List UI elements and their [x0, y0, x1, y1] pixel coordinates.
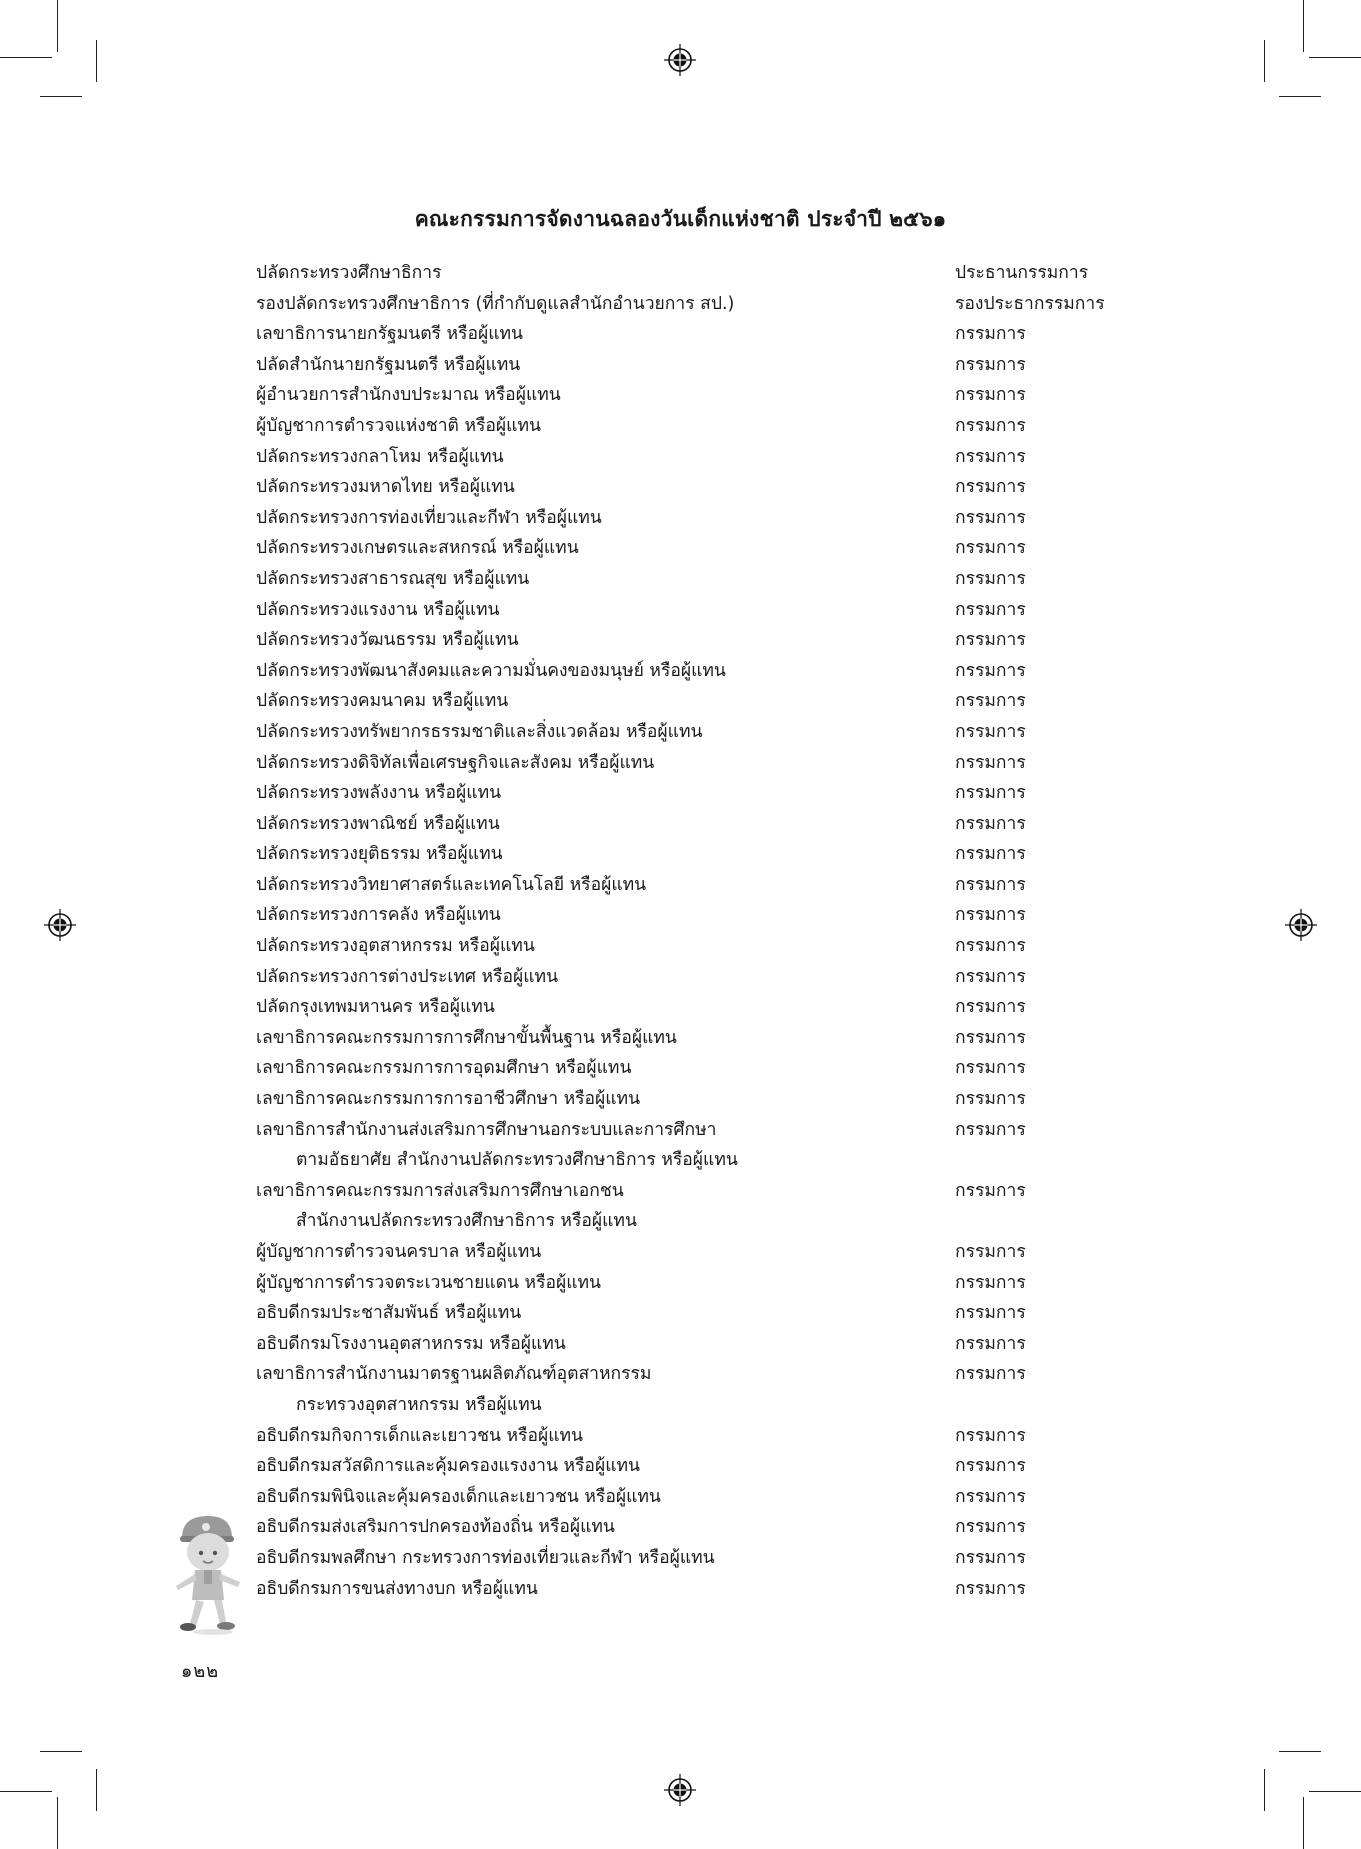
registration-mark-icon: [664, 44, 696, 76]
list-item: [256, 258, 1256, 289]
list-item: [256, 1237, 1256, 1268]
member-name: ปลัดกระทรวงทรัพยากรธรรมชาติและสิ่งแวดล้อม หรือผู้แทน: [256, 721, 703, 742]
member-role: กรรมการ: [955, 1547, 1026, 1568]
member-name: ปลัดกระทรวงศึกษาธิการ: [256, 263, 442, 283]
member-name: ปลัดกระทรวงอุตสาหกรรม หรือผู้แทน: [256, 936, 535, 957]
list-item: [256, 931, 1256, 962]
member-role: กรรมการ: [955, 660, 1026, 681]
list-item: [256, 656, 1256, 687]
member-name: รองปลัดกระทรวงศึกษาธิการ (ที่กำกับดูแลสำนักอำนวยการ สป.): [256, 293, 735, 314]
member-role: กรรมการ: [955, 1272, 1026, 1293]
member-role: กรรมการ: [955, 721, 1026, 742]
list-item: [256, 839, 1256, 870]
crop-mark: [96, 40, 97, 82]
member-role: กรรมการ: [955, 1517, 1026, 1538]
list-item: [256, 289, 1256, 320]
member-name: ปลัดกระทรวงการท่องเที่ยวและกีฬา หรือผู้แทน: [256, 507, 602, 528]
list-item: [256, 503, 1256, 534]
member-role: กรรมการ: [955, 1364, 1026, 1385]
member-name: เลขาธิการคณะกรรมการการอุดมศึกษา หรือผู้แทน: [256, 1058, 632, 1079]
member-role: กรรมการ: [955, 1119, 1026, 1140]
list-item: [256, 380, 1256, 411]
member-name: เลขาธิการสำนักงานส่งเสริมการศึกษานอกระบบและการศึกษา: [256, 1119, 717, 1140]
crop-mark: [57, 0, 58, 52]
list-item: [256, 1206, 1256, 1237]
member-name: กระทรวงอุตสาหกรรม หรือผู้แทน: [296, 1394, 542, 1415]
list-item: [256, 1145, 1256, 1176]
member-role: กรรมการ: [955, 1425, 1026, 1446]
member-role: กรรมการ: [955, 538, 1026, 559]
registration-mark-icon: [1285, 909, 1317, 941]
page-number: ๑๒๒: [181, 1661, 220, 1682]
list-item: [256, 1298, 1256, 1329]
crop-mark: [1279, 1751, 1321, 1752]
member-name: ปลัดกระทรวงพลังงาน หรือผู้แทน: [256, 783, 502, 804]
crop-mark: [0, 1791, 52, 1792]
member-role: กรรมการ: [955, 691, 1026, 712]
member-role: กรรมการ: [955, 1578, 1026, 1599]
list-item: [256, 962, 1256, 993]
member-role: กรรมการ: [955, 415, 1026, 436]
member-name: ปลัดกระทรวงการคลัง หรือผู้แทน: [256, 905, 501, 926]
member-role: รองประธากรรมการ: [955, 293, 1105, 314]
member-name: ผู้บัญชาการตำรวจนครบาล หรือผู้แทน: [256, 1242, 542, 1262]
member-role: กรรมการ: [955, 997, 1026, 1018]
member-role: กรรมการ: [955, 1486, 1026, 1507]
list-item: [256, 900, 1256, 931]
member-name: ตามอัธยาศัย สำนักงานปลัดกระทรวงศึกษาธิการ หรือผู้แทน: [296, 1150, 738, 1171]
member-name: สำนักงานปลัดกระทรวงศึกษาธิการ หรือผู้แทน: [296, 1211, 637, 1232]
list-item: [256, 1176, 1256, 1207]
member-role: กรรมการ: [955, 783, 1026, 804]
member-name: อธิบดีกรมส่งเสริมการปกครองท้องถิ่น หรือผู้แทน: [256, 1517, 615, 1538]
member-role: กรรมการ: [955, 599, 1026, 620]
member-name: อธิบดีกรมสวัสดิการและคุ้มครองแรงงาน หรือผู้แทน: [256, 1456, 640, 1477]
list-item: [256, 1543, 1256, 1574]
registration-mark-icon: [664, 1774, 696, 1806]
member-role: กรรมการ: [955, 507, 1026, 528]
member-role: กรรมการ: [955, 446, 1026, 467]
list-item: [256, 809, 1256, 840]
member-role: กรรมการ: [955, 568, 1026, 589]
list-item: [256, 870, 1256, 901]
member-name: ปลัดกระทรวงการต่างประเทศ หรือผู้แทน: [256, 966, 559, 987]
child-mascot-icon: [168, 1508, 250, 1638]
crop-mark: [1303, 0, 1304, 52]
crop-mark: [96, 1769, 97, 1811]
list-item: [256, 564, 1256, 595]
list-item: [256, 778, 1256, 809]
member-role: กรรมการ: [955, 752, 1026, 773]
member-role: กรรมการ: [955, 966, 1026, 987]
page-title: คณะกรรมการจัดงานฉลองวันเด็กแห่งชาติ ประจำปี ๒๕๖๑: [414, 207, 947, 231]
member-name: ปลัดกระทรวงคมนาคม หรือผู้แทน: [256, 691, 509, 712]
member-role: กรรมการ: [955, 1058, 1026, 1079]
member-name: ปลัดกระทรวงพาณิชย์ หรือผู้แทน: [256, 813, 500, 834]
list-item: [256, 1512, 1256, 1543]
member-name: เลขาธิการคณะกรรมการการศึกษาขั้นพื้นฐาน หรือผู้แทน: [256, 1027, 677, 1048]
list-item: [256, 1421, 1256, 1452]
list-item: [256, 625, 1256, 656]
member-role: กรรมการ: [955, 813, 1026, 834]
member-name: ผู้อำนวยการสำนักงบประมาณ หรือผู้แทน: [256, 385, 561, 406]
crop-mark: [1303, 1797, 1304, 1849]
member-role: กรรมการ: [955, 1089, 1026, 1110]
member-role: กรรมการ: [955, 324, 1026, 345]
member-role: กรรมการ: [955, 1180, 1026, 1201]
member-name: ปลัดกระทรวงแรงงาน หรือผู้แทน: [256, 599, 500, 620]
list-item: [256, 1053, 1256, 1084]
member-role: กรรมการ: [955, 874, 1026, 895]
list-item: [256, 1451, 1256, 1482]
crop-mark: [1264, 40, 1265, 82]
member-name: เลขาธิการสำนักงานมาตรฐานผลิตภัณฑ์อุตสาหกรรม: [256, 1364, 652, 1385]
member-name: ปลัดกระทรวงเกษตรและสหกรณ์ หรือผู้แทน: [256, 538, 579, 559]
member-role: กรรมการ: [955, 1456, 1026, 1477]
list-item: [256, 472, 1256, 503]
member-name: ปลัดกระทรวงดิจิทัลเพื่อเศรษฐกิจและสังคม หรือผู้แทน: [256, 752, 655, 773]
list-item: [256, 350, 1256, 381]
member-name: เลขาธิการคณะกรรมการส่งเสริมการศึกษาเอกชน: [256, 1180, 624, 1201]
member-name: ปลัดกระทรวงสาธารณสุข หรือผู้แทน: [256, 568, 530, 589]
member-name: อธิบดีกรมการขนส่งทางบก หรือผู้แทน: [256, 1578, 538, 1599]
member-name: อธิบดีกรมประชาสัมพันธ์ หรือผู้แทน: [256, 1303, 522, 1324]
member-role: กรรมการ: [955, 844, 1026, 865]
list-item: [256, 992, 1256, 1023]
list-item: [256, 1084, 1256, 1115]
member-role: กรรมการ: [955, 385, 1026, 406]
member-role: กรรมการ: [955, 1303, 1026, 1324]
crop-mark: [57, 1797, 58, 1849]
member-role: กรรมการ: [955, 1242, 1026, 1262]
member-role: กรรมการ: [955, 354, 1026, 375]
list-item: [256, 1359, 1256, 1390]
list-item: [256, 411, 1256, 442]
member-role: กรรมการ: [955, 936, 1026, 957]
list-item: [256, 1329, 1256, 1360]
crop-mark: [40, 1751, 82, 1752]
list-item: [256, 1023, 1256, 1054]
list-item: [256, 1115, 1256, 1146]
crop-mark: [0, 57, 52, 58]
member-name: ปลัดกระทรวงยุติธรรม หรือผู้แทน: [256, 844, 503, 865]
member-name: อธิบดีกรมกิจการเด็กและเยาวชน หรือผู้แทน: [256, 1425, 583, 1446]
list-item: [256, 1268, 1256, 1299]
crop-mark: [1309, 1791, 1361, 1792]
member-name: อธิบดีกรมโรงงานอุตสาหกรรม หรือผู้แทน: [256, 1333, 566, 1354]
member-name: ผู้บัญชาการตำรวจแห่งชาติ หรือผู้แทน: [256, 415, 541, 436]
member-name: ปลัดกระทรวงกลาโหม หรือผู้แทน: [256, 446, 504, 467]
list-item: [256, 1482, 1256, 1513]
member-name: ผู้บัญชาการตำรวจตระเวนชายแดน หรือผู้แทน: [256, 1272, 602, 1293]
list-item: [256, 717, 1256, 748]
list-item: [256, 595, 1256, 626]
member-name: ปลัดกระทรวงวิทยาศาสตร์และเทคโนโลยี หรือผู้แทน: [256, 874, 647, 895]
crop-mark: [1309, 57, 1361, 58]
member-name: ปลัดกระทรวงวัฒนธรรม หรือผู้แทน: [256, 630, 519, 651]
member-role: กรรมการ: [955, 1027, 1026, 1048]
member-name: เลขาธิการนายกรัฐมนตรี หรือผู้แทน: [256, 324, 523, 345]
member-name: ปลัดสำนักนายกรัฐมนตรี หรือผู้แทน: [256, 354, 521, 375]
member-name: ปลัดกระทรวงมหาดไทย หรือผู้แทน: [256, 477, 515, 498]
crop-mark: [1264, 1769, 1265, 1811]
member-name: อธิบดีกรมพลศึกษา กระทรวงการท่องเที่ยวและกีฬา หรือผู้แทน: [256, 1547, 715, 1568]
member-role: กรรมการ: [955, 1333, 1026, 1354]
list-item: [256, 533, 1256, 564]
registration-mark-icon: [44, 909, 76, 941]
member-name: ปลัดกรุงเทพมหานคร หรือผู้แทน: [256, 997, 495, 1018]
list-item: [256, 442, 1256, 473]
member-role: กรรมการ: [955, 477, 1026, 498]
list-item: [256, 319, 1256, 350]
member-role: กรรมการ: [955, 905, 1026, 926]
list-item: [256, 1390, 1256, 1421]
member-role: กรรมการ: [955, 630, 1026, 651]
member-name: ปลัดกระทรวงพัฒนาสังคมและความมั่นคงของมนุษย์ หรือผู้แทน: [256, 660, 726, 681]
crop-mark: [1279, 96, 1321, 97]
crop-mark: [40, 96, 82, 97]
list-item: [256, 1574, 1256, 1605]
list-item: [256, 748, 1256, 779]
member-role: ประธานกรรมการ: [955, 263, 1089, 283]
committee-list: [256, 258, 1256, 1604]
member-name: อธิบดีกรมพินิจและคุ้มครองเด็กและเยาวชน หรือผู้แทน: [256, 1486, 661, 1507]
list-item: [256, 686, 1256, 717]
member-name: เลขาธิการคณะกรรมการการอาชีวศึกษา หรือผู้แทน: [256, 1089, 641, 1110]
